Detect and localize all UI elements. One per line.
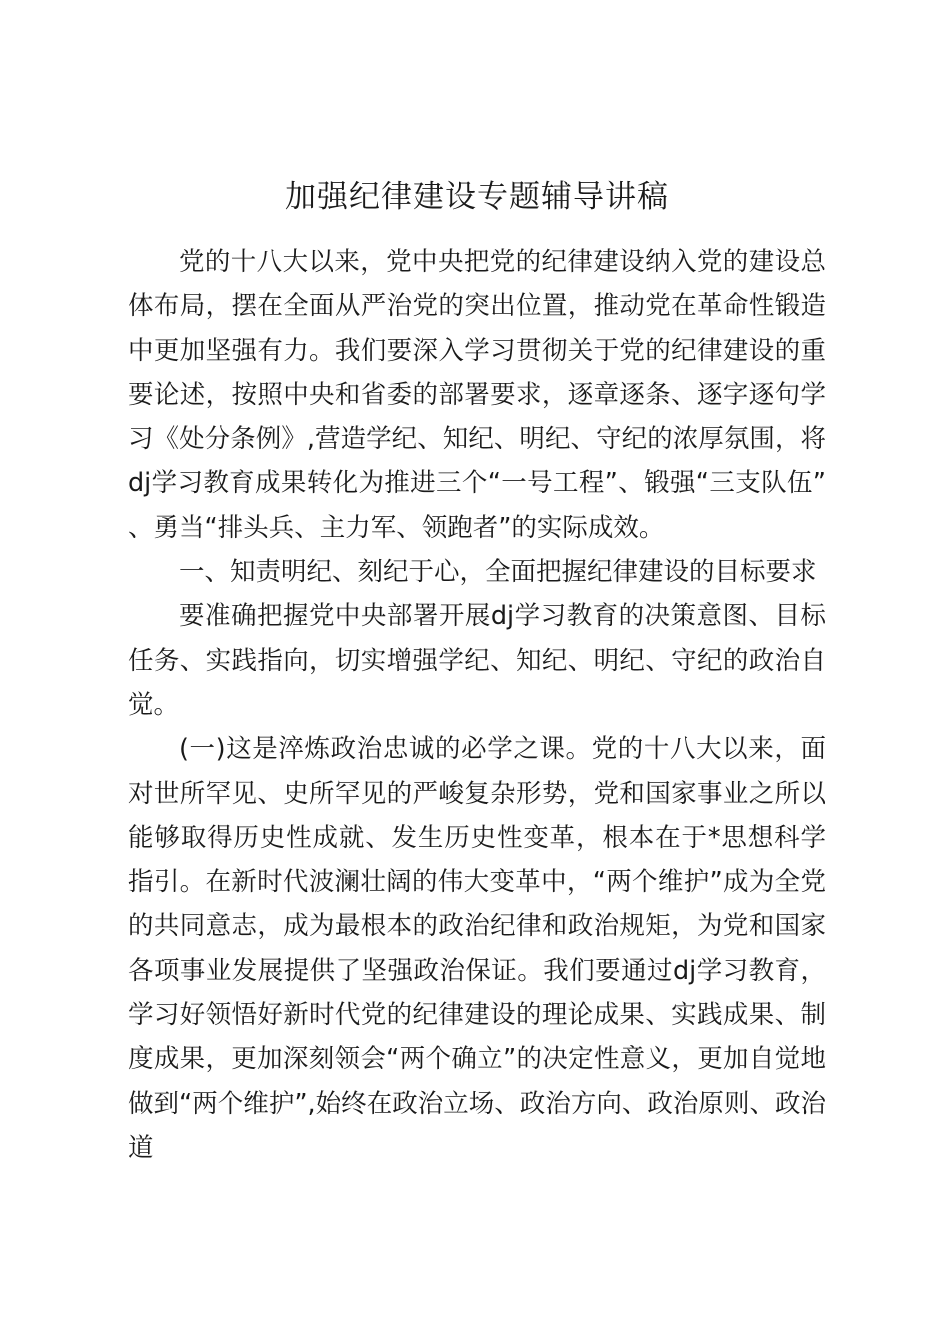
paragraph-subsection-1: (一)这是淬炼政治忠诚的必学之课。党的十八大以来，面对世所罕见、史所罕见的严峻复杂形势，党和国家事业之所以能够取得历史性成就、发生历史性变革，根本在于*思想科学指引。在新时代波澜壮阔的伟大变革中，“两个维护”成为全党的共同意志，成为最根本的政治纪律和政治规矩，为党和国家各项事业发展提供了坚强政治保证。我们要通过dj学习教育，学习好领悟好新时代党的纪律建设的理论成果、实践成果、制度成果，更加深刻领会“两个确立”的决定性意义，更加自觉地做到“两个维护”,始终在政治立场、政治方向、政治原则、政治道	[128, 734, 826, 1163]
document-page	[128, 170, 826, 1170]
document-title: 加强纪律建设专题辅导讲稿	[285, 179, 669, 215]
paragraph-section-1-intro: 要准确把握党中央部署开展dj学习教育的决策意图、目标任务、实践指向，切实增强学纪、知纪、明纪、守纪的政治自觉。	[128, 601, 826, 720]
title-spacer	[128, 224, 826, 240]
section-heading-1: 一、知责明纪、刻纪于心，全面把握纪律建设的目标要求	[179, 557, 817, 588]
paragraph-intro: 党的十八大以来，党中央把党的纪律建设纳入党的建设总体布局，摆在全面从严治党的突出位置，推动党在革命性锻造中更加坚强有力。我们要深入学习贯彻关于党的纪律建设的重要论述，按照中央和省委的部署要求，逐章逐条、逐字逐句学习《处分条例》,营造学纪、知纪、明纪、守纪的浓厚氛围，将dj学习教育成果转化为推进三个“一号工程”、锻强“三支队伍”、勇当“排头兵、主力军、领跑者”的实际成效。	[128, 247, 826, 543]
